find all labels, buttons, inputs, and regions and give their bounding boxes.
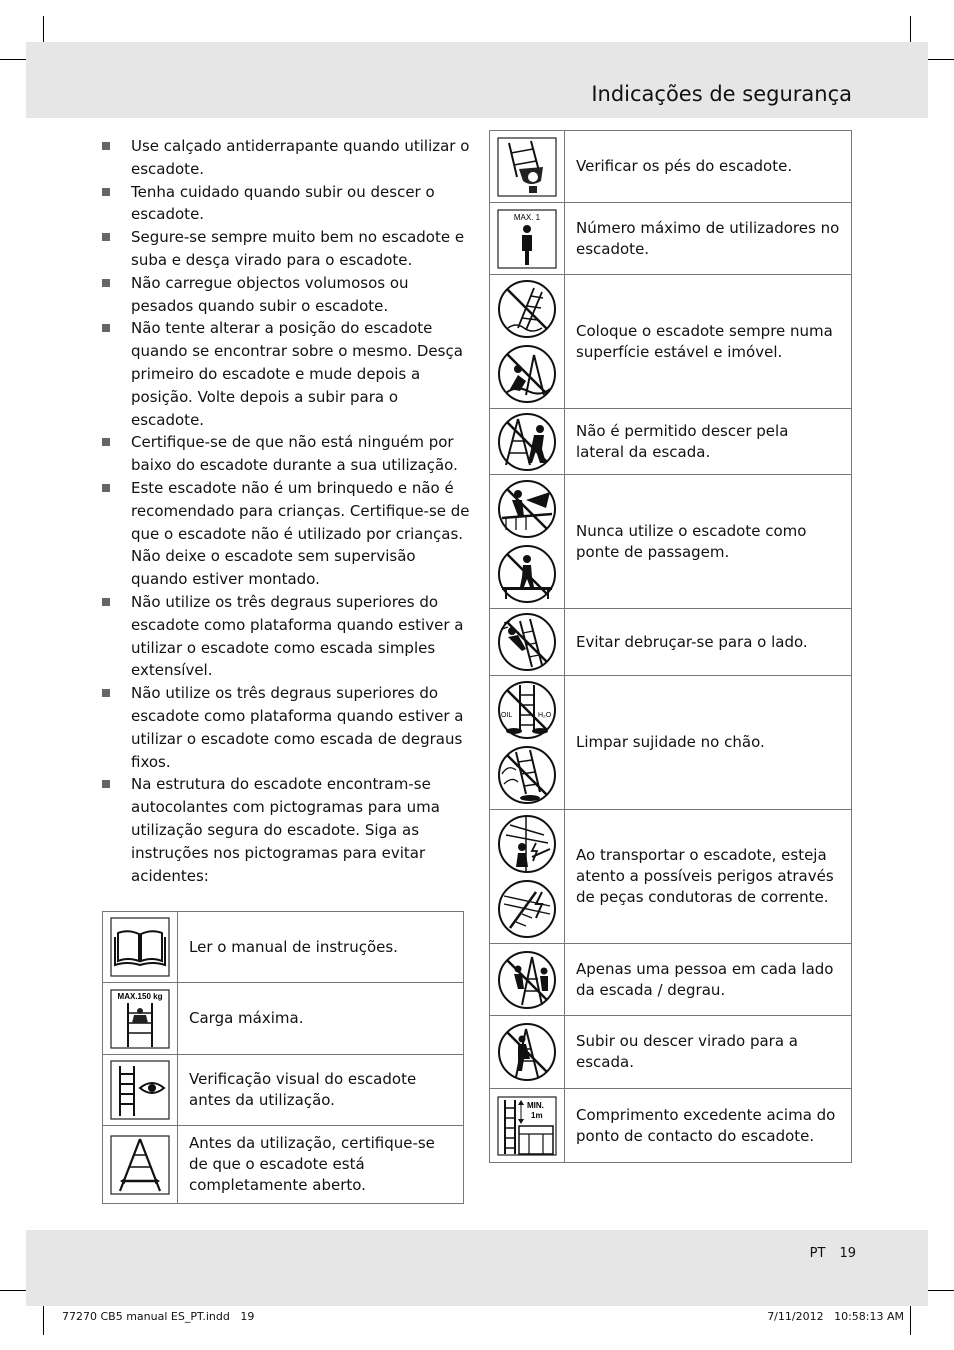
pictogram-description: Carga máxima. bbox=[178, 983, 464, 1055]
book-icon bbox=[110, 917, 170, 977]
no-dirt-icon bbox=[496, 744, 558, 806]
pictogram-description: Ler o manual de instruções. bbox=[178, 912, 464, 983]
table-row bbox=[490, 609, 852, 676]
pictogram-description: Evitar debruçar-se para o lado. bbox=[565, 609, 852, 676]
header-band bbox=[26, 42, 928, 118]
table-row bbox=[490, 203, 852, 275]
list-item: Este escadote não é um brinquedo e não é recomendado para crianças. Certifique-se de que o escadote não é utilizado por crianças. Não deixe o escadote sem supervisão quando estiver montado. bbox=[100, 477, 470, 591]
timestamp-slug: 7/11/2012 10:58:13 AM bbox=[767, 1310, 904, 1323]
list-item: Segure-se sempre muito bem no escadote e suba e desça virado para o escadote. bbox=[100, 226, 470, 272]
icon-label: MAX.150 kg bbox=[117, 991, 163, 1001]
oil-label: OIL bbox=[501, 712, 513, 719]
footer-band bbox=[26, 1230, 928, 1306]
pictogram-description: Subir ou descer virado para a escada. bbox=[565, 1016, 852, 1089]
pictogram-description: Apenas uma pessoa em cada lado da escada / degrau. bbox=[565, 944, 852, 1016]
crop-mark bbox=[910, 1305, 911, 1335]
language-code: PT bbox=[809, 1246, 826, 1261]
no-ramp-icon bbox=[496, 478, 558, 540]
list-item: Não utilize os três degraus superiores do escadote como plataforma quando estiver a utilizar o escadote como escada simples extensível. bbox=[100, 591, 470, 682]
list-item: Na estrutura do escadote encontram-se autocolantes com pictogramas para uma utilização segura do escadote. Siga as instruções nos pictogramas para evitar acidentes: bbox=[100, 773, 470, 887]
no-unstable-surface-icon bbox=[496, 343, 558, 405]
ladder-open-icon bbox=[110, 1135, 170, 1195]
no-bridge-icon bbox=[496, 543, 558, 605]
safety-bullet-list bbox=[100, 135, 470, 887]
icon-label-length: 1m bbox=[531, 1110, 543, 1120]
no-overreach-icon bbox=[496, 611, 558, 673]
electric-hazard-icon bbox=[496, 813, 558, 875]
crop-mark bbox=[928, 59, 954, 60]
pictogram-description: Número máximo de utilizadores no escadote. bbox=[565, 203, 852, 275]
bullet-square-icon bbox=[102, 324, 110, 332]
crop-mark bbox=[928, 1290, 954, 1291]
pictogram-description: Verificação visual do escadote antes da utilização. bbox=[178, 1055, 464, 1126]
crop-mark bbox=[43, 1305, 44, 1335]
pictogram-description: Antes da utilização, certifique-se de que o escadote está completamente aberto. bbox=[178, 1126, 464, 1204]
no-oil-water-icon bbox=[496, 679, 558, 741]
crop-mark bbox=[0, 1290, 26, 1291]
bullet-square-icon bbox=[102, 188, 110, 196]
file-slug: 77270 CB5 manual ES_PT.indd 19 bbox=[62, 1310, 255, 1323]
table-row bbox=[103, 1055, 464, 1126]
ladder-inspection-icon bbox=[110, 1060, 170, 1120]
bullet-square-icon bbox=[102, 689, 110, 697]
icon-label-min: MIN. bbox=[527, 1100, 544, 1110]
min-extension-icon bbox=[497, 1096, 557, 1156]
table-row bbox=[490, 275, 852, 409]
crop-mark bbox=[0, 59, 26, 60]
pictogram-description: Verificar os pés do escadote. bbox=[565, 131, 852, 203]
bullet-square-icon bbox=[102, 233, 110, 241]
bullet-square-icon bbox=[102, 780, 110, 788]
table-row bbox=[490, 944, 852, 1016]
pictogram-description: Ao transportar o escadote, esteja atento a possíveis perigos através de peças condutoras de corrente. bbox=[565, 810, 852, 944]
bullet-square-icon bbox=[102, 598, 110, 606]
max-users-icon bbox=[497, 209, 557, 269]
table-row bbox=[490, 1089, 852, 1163]
page-number-value: 19 bbox=[839, 1246, 856, 1261]
table-row bbox=[490, 810, 852, 944]
power-line-icon bbox=[496, 878, 558, 940]
face-ladder-icon bbox=[496, 1021, 558, 1083]
list-item: Não utilize os três degraus superiores do escadote como plataforma quando estiver a utilizar o escadote como escada de degraus fixos. bbox=[100, 682, 470, 773]
table-row bbox=[103, 983, 464, 1055]
ladder-foot-icon bbox=[497, 137, 557, 197]
no-side-exit-icon bbox=[496, 411, 558, 473]
table-row bbox=[103, 1126, 464, 1204]
bullet-square-icon bbox=[102, 438, 110, 446]
pictogram-description: Não é permitido descer pela lateral da escada. bbox=[565, 409, 852, 475]
icon-label: MAX. 1 bbox=[513, 212, 541, 222]
table-row bbox=[103, 912, 464, 983]
bullet-square-icon bbox=[102, 142, 110, 150]
one-person-per-side-icon bbox=[496, 949, 558, 1011]
list-item: Use calçado antiderrapante quando utilizar o escadote. bbox=[100, 135, 470, 181]
page-title: Indicações de segurança bbox=[591, 82, 852, 106]
table-row bbox=[490, 1016, 852, 1089]
pictogram-description: Coloque o escadote sempre numa superfície estável e imóvel. bbox=[565, 275, 852, 409]
table-row bbox=[490, 475, 852, 609]
max-load-icon bbox=[110, 989, 170, 1049]
pictogram-table-left bbox=[102, 911, 464, 1204]
list-item: Tenha cuidado quando subir ou descer o escadote. bbox=[100, 181, 470, 227]
bullet-square-icon bbox=[102, 279, 110, 287]
pictogram-description: Comprimento excedente acima do ponto de contacto do escadote. bbox=[565, 1089, 852, 1163]
no-soft-ground-icon bbox=[496, 278, 558, 340]
pictogram-table-right bbox=[489, 130, 852, 1163]
list-item: Não carregue objectos volumosos ou pesados quando subir o escadote. bbox=[100, 272, 470, 318]
bullet-square-icon bbox=[102, 484, 110, 492]
table-row bbox=[490, 131, 852, 203]
list-item: Certifique-se de que não está ninguém por baixo do escadote durante a sua utilização. bbox=[100, 431, 470, 477]
water-label: H₂O bbox=[538, 712, 552, 719]
list-item: Não tente alterar a posição do escadote quando se encontrar sobre o mesmo. Desça primeiro do escadote e mude depois a posição. Volte depois a subir para o escadote. bbox=[100, 317, 470, 431]
page-number bbox=[810, 1246, 856, 1261]
table-row bbox=[490, 676, 852, 810]
pictogram-description: Limpar sujidade no chão. bbox=[565, 676, 852, 810]
table-row bbox=[490, 409, 852, 475]
pictogram-description: Nunca utilize o escadote como ponte de passagem. bbox=[565, 475, 852, 609]
